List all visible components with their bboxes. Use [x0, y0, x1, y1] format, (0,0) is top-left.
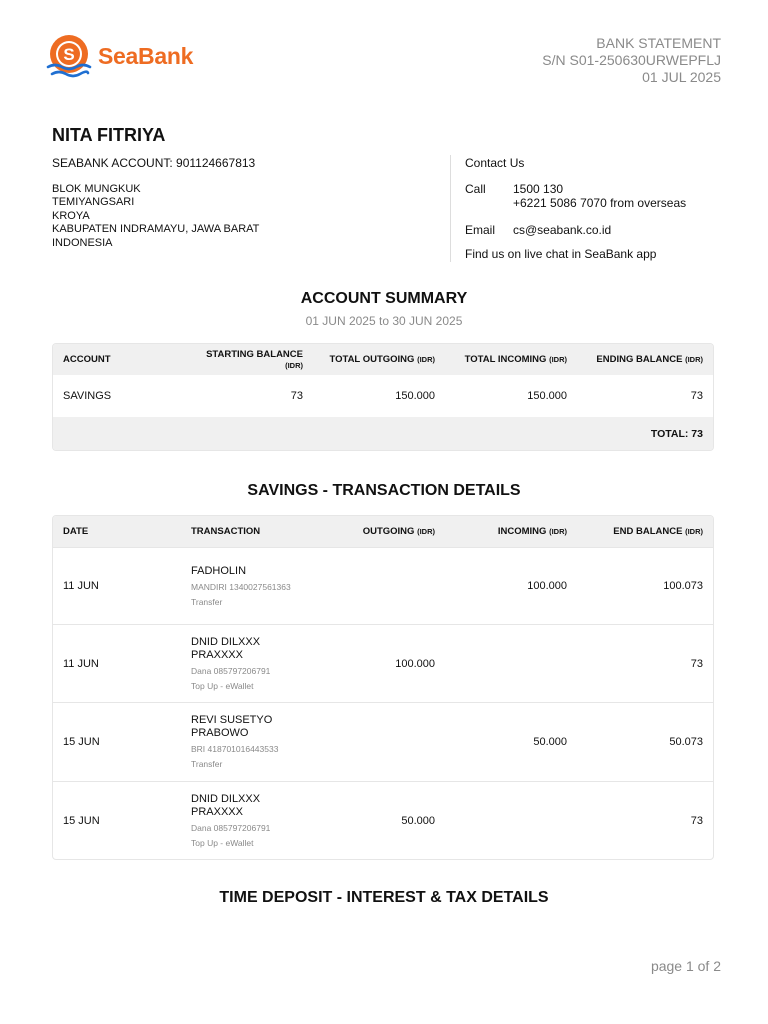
address-line: TEMIYANGSARI [52, 196, 135, 209]
summary-account: SAVINGS [63, 390, 112, 402]
tx-party: DNID DILXXX PRAXXXX [191, 635, 261, 661]
account-summary-title: ACCOUNT SUMMARY [300, 290, 468, 307]
logo-letter: S [63, 45, 75, 64]
contact-title: Contact Us [465, 156, 525, 170]
email-address[interactable]: cs@seabank.co.id [513, 223, 612, 237]
contact-block [465, 156, 686, 261]
vertical-divider [450, 155, 451, 262]
tx-incoming: 100.000 [527, 580, 567, 592]
email-label: Email [465, 223, 496, 237]
address-line: KROYA [52, 209, 90, 222]
seabank-logo [46, 34, 193, 78]
transaction-table [52, 515, 714, 860]
statement-meta [542, 35, 721, 86]
customer-name: NITA FITRIYA [52, 125, 166, 145]
tx-detail: Dana 085797206791 [191, 822, 271, 833]
summary-total: TOTAL: 73 [53, 417, 713, 450]
tx-type: Top Up - eWallet [191, 837, 254, 848]
call-number: 1500 130 [513, 182, 564, 196]
tx-col-incoming: INCOMING (IDR) [497, 526, 567, 537]
page-indicator: page 1 of 2 [650, 958, 721, 974]
tx-party: DNID DILXXX PRAXXXX [191, 792, 261, 818]
tx-description [181, 714, 313, 770]
tx-description [181, 793, 313, 849]
tx-col-date: DATE [63, 526, 89, 537]
tx-balance: 100.073 [663, 580, 703, 592]
customer-account: SEABANK ACCOUNT: 901124667813 [52, 156, 256, 170]
tx-description [181, 636, 313, 692]
table-row [53, 702, 713, 781]
summary-col-account: ACCOUNT [63, 354, 111, 365]
tx-date: 15 JUN [63, 814, 100, 827]
summary-col-ending: ENDING BALANCE (IDR) [596, 354, 703, 365]
call-label: Call [465, 182, 486, 196]
tx-party: FADHOLIN [191, 564, 247, 577]
tx-outgoing: 50.000 [401, 814, 435, 827]
tx-detail: Dana 085797206791 [191, 665, 271, 676]
customer-address [52, 183, 259, 250]
tx-incoming: 50.000 [533, 736, 567, 748]
account-summary-table [52, 343, 714, 451]
address-line: BLOK MUNGKUK [52, 183, 141, 195]
summary-ending: 73 [690, 390, 703, 402]
statement-title: BANK STATEMENT [596, 35, 721, 51]
tx-col-transaction: TRANSACTION [191, 526, 261, 537]
statement-serial: S/N S01-250630URWEPFLJ [542, 52, 721, 68]
summary-incoming: 150.000 [527, 390, 567, 402]
tx-detail: MANDIRI 1340027561363 [191, 581, 291, 592]
contact-email [465, 223, 686, 247]
tx-balance: 73 [690, 657, 703, 670]
call-number-overseas: +6221 5086 7070 from overseas [513, 196, 687, 210]
tx-detail: BRI 418701016443533 [191, 744, 279, 754]
table-row [53, 781, 713, 859]
tx-type: Transfer [191, 596, 223, 607]
seabank-logo-icon [46, 34, 92, 78]
summary-header-row [53, 344, 713, 375]
summary-period: 01 JUN 2025 to 30 JUN 2025 [305, 314, 463, 328]
table-row [53, 624, 713, 702]
statement-date: 01 JUL 2025 [642, 69, 721, 85]
tx-balance: 50.073 [669, 736, 703, 748]
tx-party: REVI SUSETYO PRABOWO [191, 714, 273, 739]
tx-type: Transfer [191, 759, 223, 769]
address-line: INDONESIA [52, 236, 113, 249]
tx-date: 11 JUN [63, 580, 99, 592]
contact-call [465, 182, 686, 223]
summary-row-savings [53, 375, 713, 417]
transaction-details-title: SAVINGS - TRANSACTION DETAILS [247, 482, 521, 499]
tx-outgoing: 100.000 [395, 657, 435, 670]
address-line: KABUPATEN INDRAMAYU, JAWA BARAT [52, 223, 260, 236]
live-chat-note: Find us on live chat in SeaBank app [465, 247, 657, 261]
transaction-header-row [53, 516, 713, 547]
time-deposit-title: TIME DEPOSIT - INTEREST & TAX DETAILS [219, 889, 549, 906]
tx-date: 15 JUN [63, 736, 100, 748]
table-row [53, 547, 713, 624]
summary-col-outgoing: TOTAL OUTGOING (IDR) [329, 354, 435, 365]
tx-col-outgoing: OUTGOING (IDR) [362, 526, 435, 537]
summary-col-starting: STARTING BALANCE (IDR) [206, 348, 303, 370]
tx-col-balance: END BALANCE (IDR) [613, 526, 703, 537]
tx-date: 11 JUN [63, 657, 99, 670]
summary-starting: 73 [290, 390, 303, 402]
tx-description [181, 565, 313, 608]
summary-outgoing: 150.000 [395, 390, 435, 402]
tx-balance: 73 [690, 814, 703, 827]
tx-type: Top Up - eWallet [191, 680, 254, 691]
summary-col-incoming: TOTAL INCOMING (IDR) [464, 354, 567, 365]
brand-name: SeaBank [98, 42, 194, 69]
